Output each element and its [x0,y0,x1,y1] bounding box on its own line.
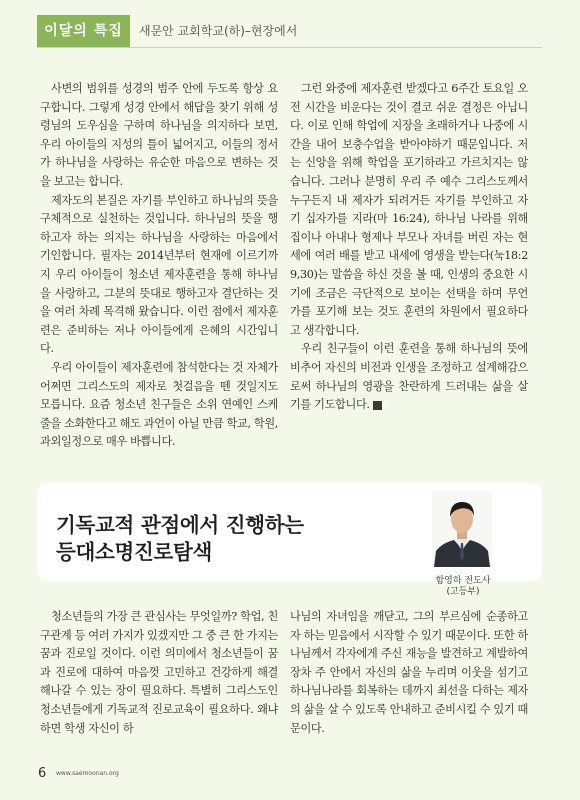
page-number: 6 [38,766,47,781]
paragraph: 사변의 범위를 성경의 범주 안에 두도록 항상 요구합니다. 그렇게 성경 안에서 해답을 찾기 위해 성령님의 도우심을 구하며 하나님을 의지하다 보면, 우리 아이들의 지성의 틀이 넓어지고, 이들의 정서가 하나님을 사랑하는 유순한 마음으로 변하는 것을 보고는 합니다. [40,82,278,188]
author-caption [417,576,509,598]
column-bottom-right [290,608,528,768]
paragraph-last [290,340,528,414]
paragraph: 청소년들의 가장 큰 관심사는 무엇일까? 학업, 친구관계 등 여러 가지가 있겠지만 그 중 큰 한 가지는 꿈과 진로일 것이다. 이런 의미에서 청소년들이 꿈과 진로에 대하여 마음껏 고민하고 건강하게 해결해나갈 수 있는 장이 필요하다. 특별히 그리스도인 청소년들에게 기독교적 진로교육이 필요하다. 왜냐하면 학생 자신이 하 [40,610,278,735]
column-top-left [40,80,278,466]
column-top-right [290,80,528,450]
article-title-line1: 기독교적 관점에서 진행하는 [56,513,304,537]
paragraph: 우리 아이들이 제자훈련에 참석한다는 것 자체가 어쩌면 그리스도의 제자로 첫걸음을 뗀 것일지도 모릅니다. 요즘 청소년 친구들은 소위 연예인 스케줄을 소화한다고 해도 과언이 아닐 만큼 학교, 학원, 과외일정으로 매우 바쁩니다. [40,360,278,449]
footer-url: www.saemoonan.org [56,770,119,777]
author-photo [432,491,492,567]
article-title-line2: 등대소명진로탐색 [56,540,213,564]
end-mark-icon: A [373,401,382,410]
header-divider [37,47,542,48]
paragraph-text: 우리 친구들이 이런 훈련을 통해 하나님의 뜻에 비추어 자신의 비전과 인생을 조정하고 설계해감으로써 하나님의 영광을 찬란하게 드러내는 삶을 살기를 기도합니다. [290,342,528,412]
section-label: 이달의 특집 [37,15,130,47]
paragraph: 나님의 자녀임을 깨닫고, 그의 부르심에 순종하고자 하는 믿음에서 시작할 수 있기 때문이다. 또한 하나님께서 각자에게 주신 재능을 발견하고 계발하여 장차 주 안에서 자신의 삶을 누리며 이웃을 섬기고 하나님나라를 회복하는 데까지 최선을 다하는 제자의 삶을 살 수 있도록 안내하고 준비시킬 수 있기 때문이다. [290,610,528,735]
paragraph: 그런 와중에 제자훈련 받겠다고 6주간 토요일 오전 시간을 비운다는 것이 결코 쉬운 결정은 아닙니다. 이로 인해 학업에 지장을 초래하거나 나중에 시간을 내어 보충수업을 받아야하기 때문입니다. 저는 신앙을 위해 학업을 포기하라고 가르치지는 않습니다. 그러나 분명히 우리 주 예수 그리스도께서 누구든지 내 제자가 되려거든 자기를 부인하고 자기 십자가를 지라(마 16:24), 하나님 나라를 위해 집이나 아내나 형제나 부모나 자녀를 버린 자는 현세에 여러 배를 받고 내세에 영생을 받는다(눅18:29,30)는 말씀을 하신 것을 볼 때, 인생의 중요한 시기에 조금은 극단적으로 보이는 선택을 하며 무언가를 포기해 보는 것도 훈련의 차원에서 필요하다고 생각합니다. [290,82,528,337]
author-name: 함영하 전도사 [435,576,491,586]
author-role: (고등부) [446,587,480,597]
column-bottom-left [40,608,278,768]
article-title [56,512,304,566]
paragraph: 제자도의 본질은 자기를 부인하고 하나님의 뜻을 구체적으로 실천하는 것입니다. 하나님의 뜻을 행하고자 하는 의지는 하나님을 사랑하는 마음에서 기인합니다. 필자는 2014년부터 현재에 이르기까지 우리 아이들이 청소년 제자훈련을 통해 하나님을 사랑하고, 그분의 뜻대로 행하고자 결단하는 것을 여러 차례 목격해 왔습니다. 이런 점에서 제자훈련은 준비하는 저나 아이들에게 은혜의 시간입니다. [40,193,278,356]
author-portrait-icon [432,491,492,567]
section-subtitle: 새문안 교회학교(하)–현장에서 [139,24,298,38]
